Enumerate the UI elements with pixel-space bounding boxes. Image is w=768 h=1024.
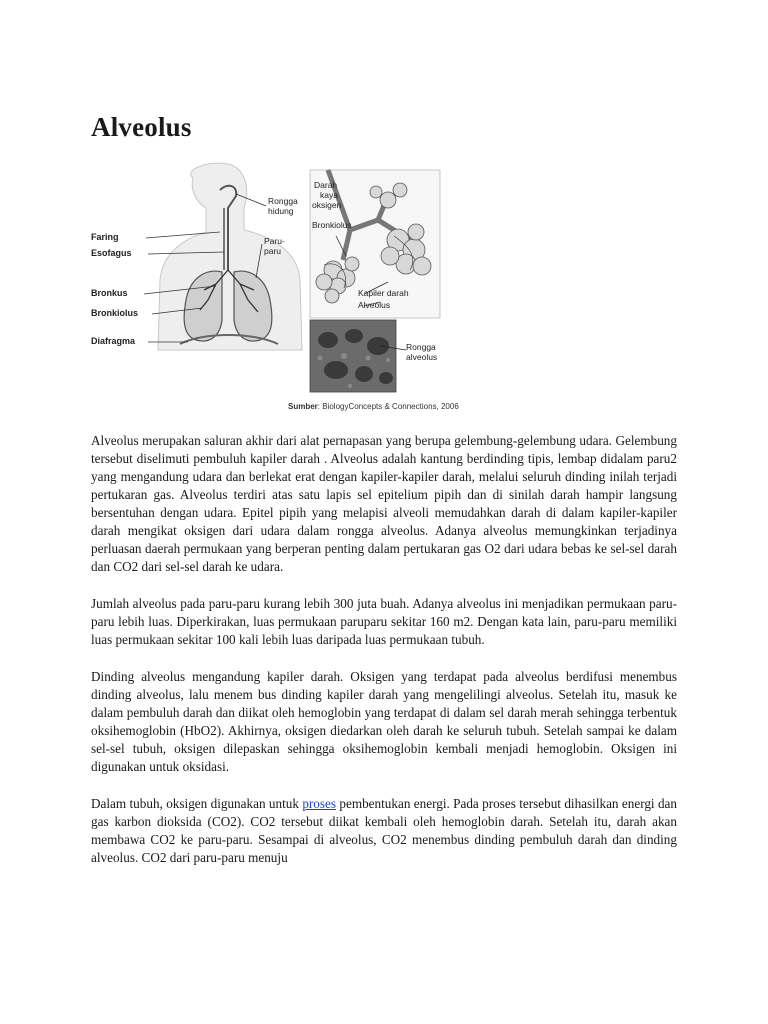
label-bronkiolus-zoom: Bronkiolus [312, 220, 352, 230]
label-bronkus: Bronkus [91, 288, 128, 298]
article-body [91, 432, 677, 886]
paragraph-3: Dinding alveolus mengandung kapiler darah. Oksigen yang terdapat pada alveolus berdifusi menembus dinding alveolus, lalu menem bus dinding kapiler darah yang mengelilingi alveolus. Setelah itu, masuk ke dalam pembuluh darah dan diikat oleh hemoglobin yang terdapat di dalam sel darah merah sehingga terbentuk oksihemoglobin (HbO2). Akhirnya, oksigen diedarkan oleh darah ke seluruh tubuh. Setelah sampai ke dalam sel-sel tubuh, oksigen dilepaskan sehingga oksihemoglobin kembali menjadi hemoglobin. Oksigen ini digunakan untuk oksidasi. [91, 669, 677, 774]
paragraph-1: Alveolus merupakan saluran akhir dari alat pernapasan yang berupa gelembung-gelembung udara. Gelembung tersebut diselimuti pembuluh kapiler darah . Alveolus adalah kantung berdinding tipis, lembap didalam paru2 yang mengandung udara dan berlekat erat dengan kapiler-kapiler darah, melalui seluruh dinding inilah terjadi pertukaran gas. Alveolus terdiri atas satu lapis sel epitelium pipih dan di sinilah darah hampir langsung bersentuhan dengan udara. Epitel pipih yang melapisi alveoli memudahkan darah di dalam kapiler-kapiler darah mengikat oksigen dari udara dalam rongga alveolus. Adanya alveolus memungkinkan terjadinya perluasan daerah permukaan yang berperan penting dalam pertukaran gas O2 dari udara bebas ke sel-sel darah dan CO2 dari sel-sel darah ke udara. [91, 433, 677, 574]
label-paru-line1: Paru- [264, 236, 285, 246]
label-kapiler-darah: Kapiler darah [358, 288, 409, 298]
proses-link[interactable]: proses [302, 796, 337, 811]
paragraph-2: Jumlah alveolus pada paru-paru kurang lebih 300 juta buah. Adanya alveolus ini menjadikan permukaan paru-paru lebih luas. Diperkirakan, luas permukaan paruparu sekitar 160 m2. Dengan kata lain, paru-paru memiliki luas permukaan sekitar 100 kali lebih luas daripada luas permukaan tubuh. [91, 596, 677, 647]
label-rongga-alveolus-line1: Rongga [406, 342, 436, 352]
figure-caption [288, 402, 459, 411]
label-paru-line2: paru [264, 246, 282, 256]
label-alveolus: Alveolus [358, 300, 391, 310]
label-darah-line3: oksigen [312, 200, 342, 210]
paragraph-4-end: pembentukan energi. Pada proses tersebut dihasilkan energi dan gas karbon dioksida (CO2). CO2 tersebut diikat kembali oleh hemoglobin darah. Setelah itu, darah akan membawa CO2 ke paru-paru. Sesampai di alveolus, CO2 menembus dinding pembuluh darah dan dinding alveolus. CO2 dari paru-paru menuju [91, 796, 678, 865]
paragraph-4 [91, 795, 677, 867]
label-diafragma: Diafragma [91, 336, 136, 346]
label-faring: Faring [91, 232, 119, 242]
respiratory-figure [88, 160, 459, 416]
caption-source-text: : BiologyConcepts & Connections, 2006 [317, 402, 459, 411]
paragraph-4-start: Dalam tubuh, oksigen digunakan untuk [91, 796, 303, 811]
caption-source-label: Sumber [288, 402, 318, 411]
label-rongga-hidung-line2: hidung [268, 206, 294, 216]
label-rongga-hidung-line1: Rongga [268, 196, 298, 206]
page-title: Alveolus [91, 112, 192, 142]
label-esofagus: Esofagus [91, 248, 132, 258]
label-bronkiolus: Bronkiolus [91, 308, 139, 318]
label-darah-line2: kaya [320, 190, 338, 200]
label-rongga-alveolus-line2: alveolus [406, 352, 438, 362]
label-darah-line1: Darah [314, 180, 338, 190]
